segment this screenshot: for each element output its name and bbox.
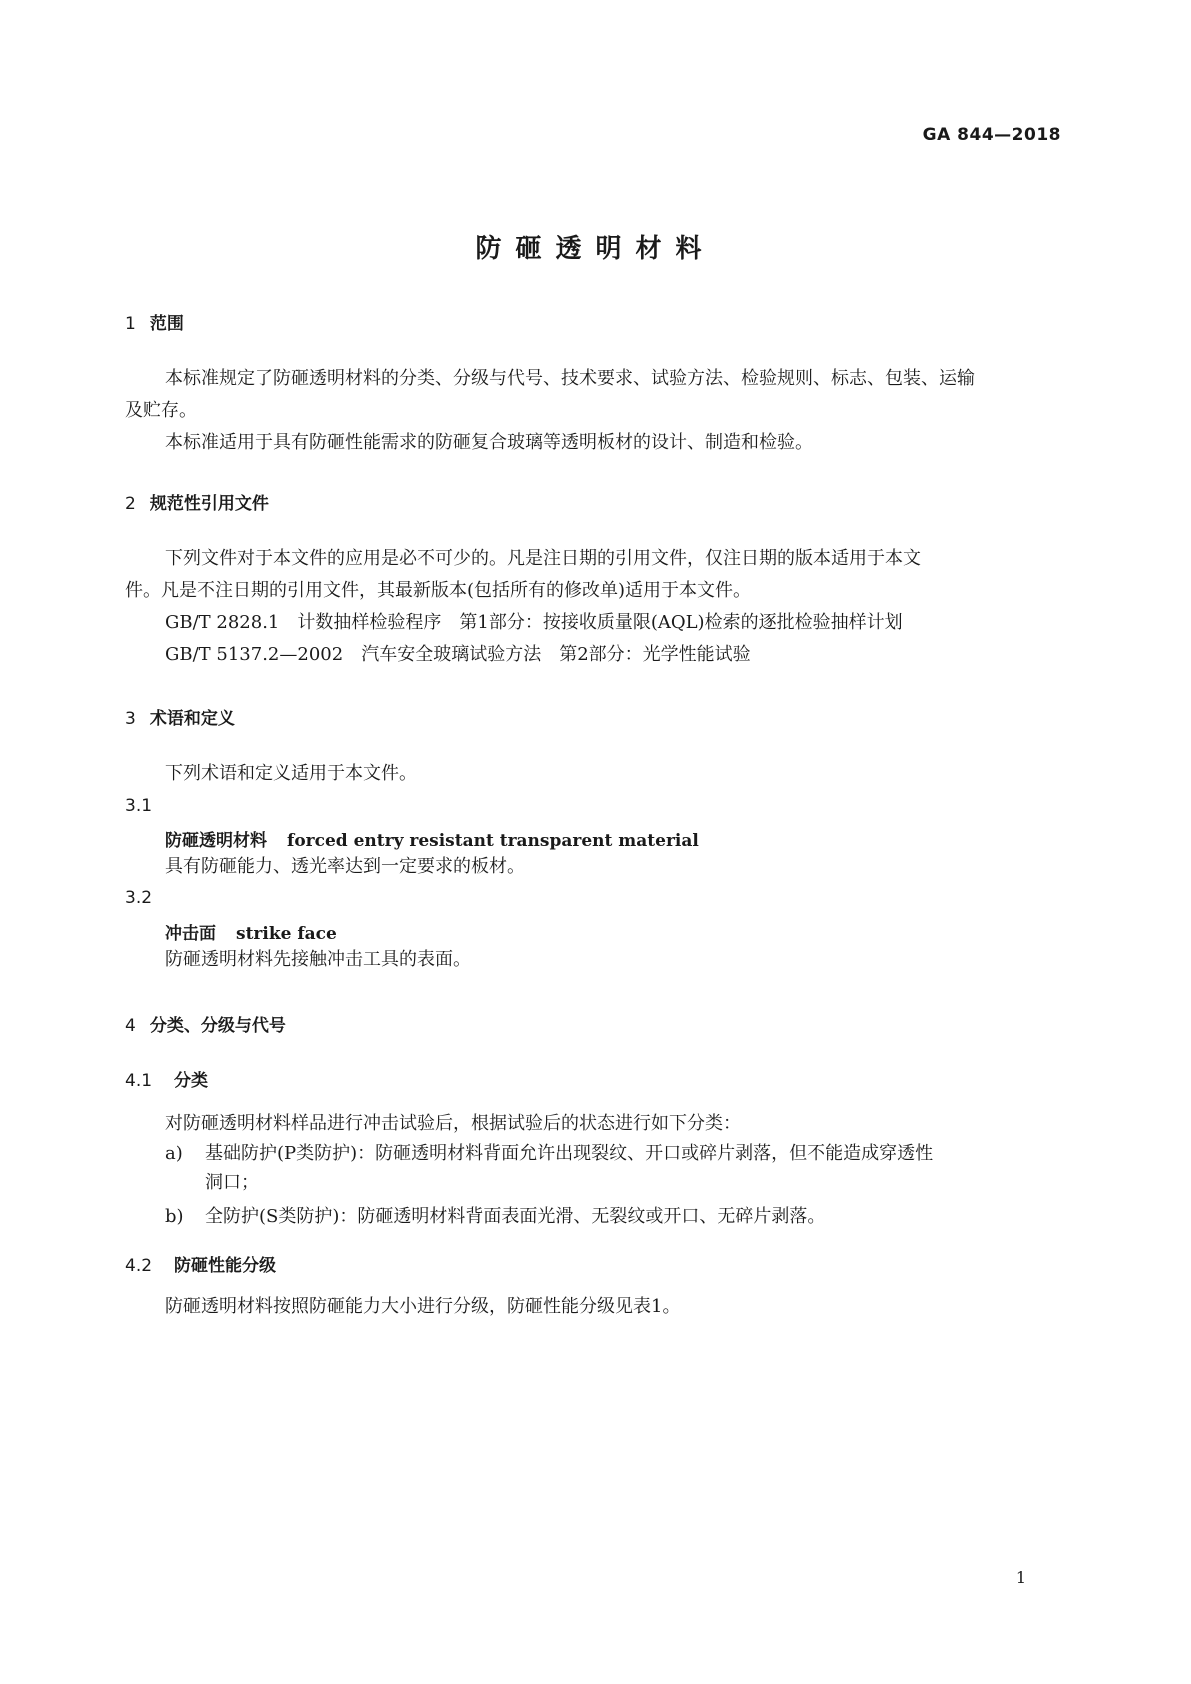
section-2-heading [125,489,269,514]
paragraph: 下列文件对于本文件的应用是必不可少的。凡是注日期的引用文件，仅注日期的版本适用于本文 [165,548,921,569]
term-definition: 具有防砸能力、透光率达到一定要求的板材。 [165,856,525,877]
page-number: 1 [1015,1568,1026,1587]
term-chinese: 冲击面 [165,924,216,944]
paragraph: 对防砸透明材料样品进行冲击试验后，根据试验后的状态进行如下分类： [165,1113,741,1134]
term-entry [165,919,337,944]
list-item-a-continued: 洞口； [205,1172,259,1193]
paragraph: 防砸透明材料按照防砸能力大小进行分级，防砸性能分级见表1。 [165,1296,681,1317]
reference-item: GB/T 2828.1 计数抽样检验程序 第1部分：按接收质量限(AQL)检索的逐批检验抽样计划 [165,612,903,633]
list-item-b [165,1201,825,1233]
section-title: 术语和定义 [149,709,235,729]
section-title: 分类、分级与代号 [149,1016,286,1036]
list-text: 基础防护(P类防护)：防砸透明材料背面允许出现裂纹、开口或碎片剥落，但不能造成穿透性 [205,1143,934,1164]
section-3-heading [125,704,235,729]
subsection-number: 4.1 [125,1071,153,1091]
paragraph: 件。凡是不注日期的引用文件，其最新版本(包括所有的修改单)适用于本文件。 [125,580,752,601]
subsection-4-2-heading [125,1251,276,1276]
section-number: 1 [125,314,136,334]
term-number: 3.2 [125,888,153,908]
document-title: 防砸透明材料 [475,234,716,264]
paragraph: 下列术语和定义适用于本文件。 [165,763,417,784]
paragraph: 本标准规定了防砸透明材料的分类、分级与代号、技术要求、试验方法、检验规则、标志、包装、运输 [165,368,975,389]
subsection-title: 防砸性能分级 [174,1256,277,1276]
paragraph: 及贮存。 [125,400,197,421]
paragraph: 本标准适用于具有防砸性能需求的防砸复合玻璃等透明板材的设计、制造和检验。 [165,432,813,453]
term-definition: 防砸透明材料先接触冲击工具的表面。 [165,949,471,970]
list-item-a [165,1138,933,1170]
term-english: forced entry resistant transparent material [287,831,699,851]
section-4-heading [125,1011,286,1036]
list-text: 全防护(S类防护)：防砸透明材料背面表面光滑、无裂纹或开口、无碎片剥落。 [205,1206,826,1227]
term-chinese: 防砸透明材料 [165,831,267,851]
term-entry [165,826,699,851]
section-title: 规范性引用文件 [149,494,269,514]
standard-code: GA 844—2018 [922,125,1061,145]
section-number: 4 [125,1016,136,1036]
list-marker: b) [165,1206,184,1227]
term-number: 3.1 [125,796,153,816]
list-marker: a) [165,1143,183,1164]
section-title: 范围 [149,314,184,334]
subsection-title: 分类 [174,1071,209,1091]
section-number: 3 [125,709,136,729]
term-english: strike face [236,924,337,944]
subsection-number: 4.2 [125,1256,153,1276]
section-number: 2 [125,494,136,514]
reference-item: GB/T 5137.2—2002 汽车安全玻璃试验方法 第2部分：光学性能试验 [165,644,751,665]
section-1-heading [125,309,184,334]
subsection-4-1-heading [125,1066,208,1091]
